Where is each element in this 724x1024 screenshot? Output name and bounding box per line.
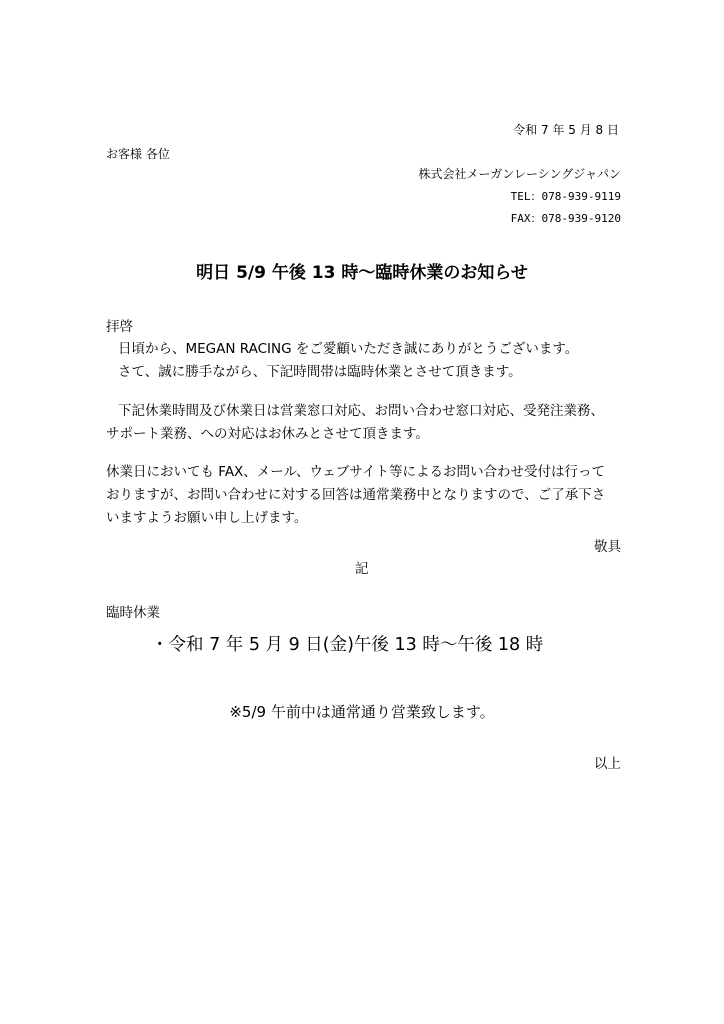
closure-datetime: ・令和 7 年 5 月 9 日(金)午後 13 時〜午後 18 時 [151,635,544,655]
morning-note: ※5/9 午前中は通常通り営業致します。 [229,703,495,721]
paragraph-3-line-2: おりますが、お問い合わせに対する回答は通常業務中となりますので、ご了承下さ [106,487,606,503]
company-name: 株式会社メーガンレーシングジャパン [418,167,621,181]
ki-heading: 記 [355,561,369,577]
end-mark: 以上 [594,756,621,772]
salutation: 拝啓 [106,319,133,335]
paragraph-1-line-2: さて、誠に勝手ながら、下記時間帯は臨時休業とさせて頂きます。 [118,364,522,380]
closing-word: 敬具 [594,539,621,555]
recipient: お客様 各位 [106,147,170,161]
paragraph-3-line-3: いますようお願い申し上げます。 [106,510,308,526]
closure-label: 臨時休業 [106,605,160,621]
paragraph-1-line-1: 日頃から、MEGAN RACING をご愛顧いただき誠にありがとうございます。 [118,341,579,357]
paragraph-2-line-2: サポート業務、への対応はお休みとさせて頂きます。 [106,426,429,442]
paragraph-2-line-1: 下記休業時間及び休業日は営業窓口対応、お問い合わせ窓口対応、受発注業務、 [118,403,604,419]
document-title: 明日 5/9 午後 13 時〜臨時休業のお知らせ [196,263,528,283]
issue-date: 令和 7 年 5 月 8 日 [513,123,619,137]
fax-number: FAX：078-939-9120 [510,212,621,225]
tel-number: TEL：078-939-9119 [510,190,621,203]
paragraph-3-line-1: 休業日においても FAX、メール、ウェブサイト等によるお問い合わせ受付は行って [106,464,605,480]
